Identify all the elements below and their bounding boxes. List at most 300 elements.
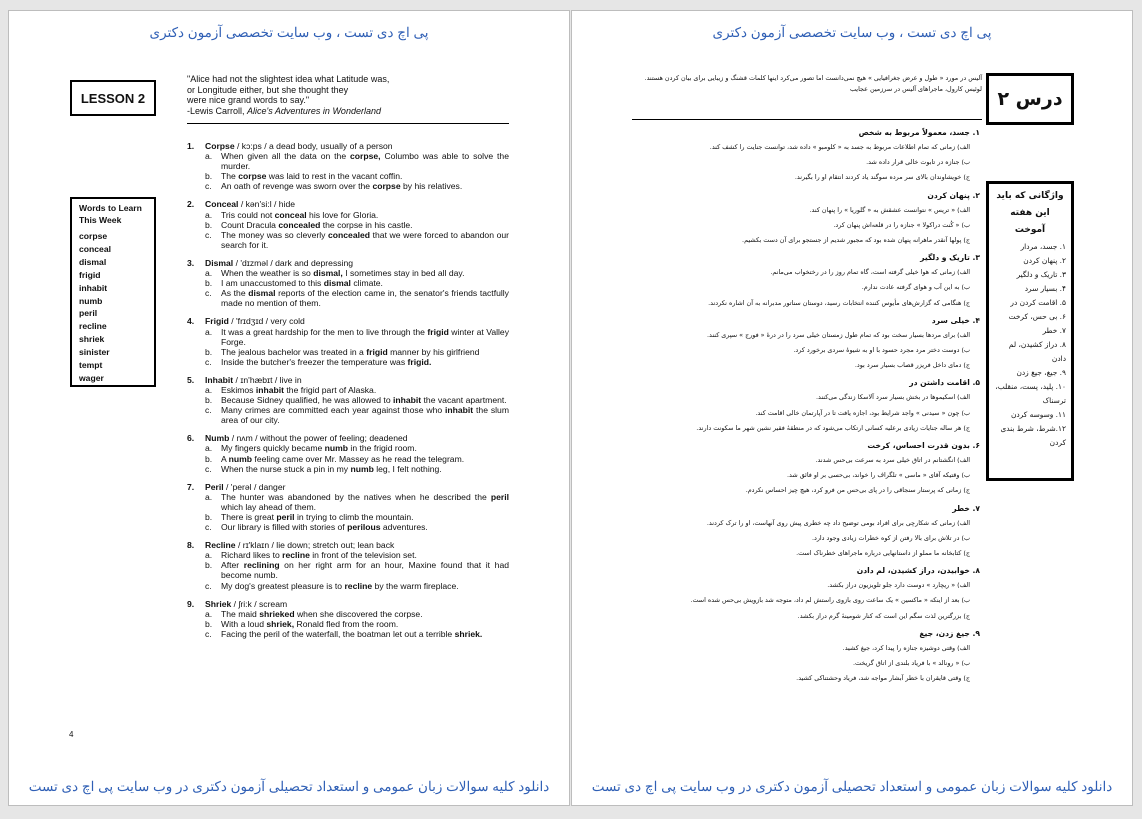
vocab-word: inhabit [255,384,285,395]
sentence-letter: b. [205,395,213,406]
sentence-text [221,443,509,453]
vocab-word: corpse [372,181,401,192]
vocab-entry [630,626,980,687]
entry-heading: ۲. پنهان کردن [927,190,980,200]
example-sentence: الف) برای مردها بسیار سخت بود که تمام طول زمستان خیلی سرد را در درهٔ « فورج » سپری کنند. [706,330,970,339]
sentence-part: when she discovered the corpse. [294,608,423,619]
vocab-word: recline [282,550,310,561]
sentence-text [221,492,509,512]
entry-word: Frigid [205,316,229,327]
page-footer: دانلود کلیه سوالات زبان عمومی و استعداد تحصیلی آزمون دکتری در وب سایت پی اچ دی تست [28,779,550,794]
example-sentence [205,171,509,181]
sentence-letter: b. [205,219,213,230]
example-sentence [205,619,509,629]
sentence-text [221,210,509,220]
sentence-part: reports of the election came in, the senator's friends tactfully made no mention of them. [221,288,509,309]
word-item: ۱. جسد، مردار [1020,242,1066,251]
entry-definition: / ʃri:k / scream [231,598,288,609]
vocab-entry [630,501,980,562]
sentence-part: climate. [350,278,383,289]
entry-definition: / kən'si:l / hide [238,199,296,210]
entry-number: 3. [187,257,195,268]
vocab-word: dismal [248,288,276,299]
lesson-title-box: درس ۲ [986,73,1074,125]
sentence-part: Ronald fled from the room. [294,618,399,629]
example-sentence [205,609,509,619]
vocab-entry [187,375,509,425]
quote-line: or Longitude either, but she thought they [187,84,349,95]
vocab-entry [630,438,980,499]
sentence-letter: b. [205,346,213,357]
entry-heading: ۱. جسد، معمولاً مربوط به شخص [858,128,980,137]
example-sentence: ب) در تلاش برای بالا رفتن از کوه خطرات زیادی وجود دارد. [811,533,970,542]
vocab-word: concealed [328,229,371,240]
entry-heading [187,316,509,326]
word-item: recline [79,321,107,332]
word-item: ۱۰. پلید، پست، منقلب، ترسناک [995,382,1066,405]
sentence-text [221,171,509,181]
entry-definition: / ɪn'hæbɪt / live in [233,374,302,385]
example-sentence: ب) « رونالد » با فریاد بلندی از اتاق گریخت. [853,659,970,668]
entry-word: Dismal [205,257,234,268]
entry-heading [187,199,509,209]
sentence-letter: c. [205,229,212,240]
sentence-part: It was a great hardship for the men to live through the [221,326,428,337]
sentence-letter: c. [205,405,212,416]
example-sentence: ب) چون « سیدنی » واجد شرایط بود، اجازه یافت تا در آپارتمان خالی اقامت کند. [755,408,970,417]
page-footer: دانلود کلیه سوالات زبان عمومی و استعداد تحصیلی آزمون دکتری در وب سایت پی اچ دی تست [591,779,1113,794]
vocab-word: dismal, [313,268,343,279]
sentence-part: manner by his girlfriend [387,346,480,357]
example-sentence: الف) انگشتانم در اتاق خیلی سرد به سرعت بی‌حس شدند. [815,456,970,465]
sentence-text [221,395,509,405]
entry-definition: / 'perəl / danger [223,481,286,492]
vocab-word: numb [324,443,349,454]
sentence-letter: b. [205,453,213,464]
example-sentence: الف) زمانی که هوا خیلی گرفته است، گاه تمام روز را در رختخواب می‌مانم. [770,268,970,277]
vocab-word: corpse, [349,151,381,162]
example-sentence [205,385,509,395]
entry-definition: / nʌm / without the power of feeling; deadened [229,433,408,444]
entry-title [205,540,394,550]
sentence-letter: b. [205,512,213,522]
entry-definition: / kɔ:ps / a dead body, usually of a person [234,141,393,151]
sentence-text [221,357,509,367]
entry-title [205,433,408,443]
example-list [187,210,509,250]
example-sentence [205,395,509,405]
example-list [187,385,509,425]
example-sentence: الف) « ریچارد » دوست دارد جلو تلویزیون دراز بکشد. [827,581,970,590]
quote-author: -Lewis Carroll, [187,105,248,116]
words-box-title: Words to Learn This Week [79,203,142,225]
entry-number: 2. [187,199,195,210]
example-list [187,327,509,367]
example-list [187,268,509,308]
sentence-part: A [221,453,229,464]
sentence-part: feeling came over Mr. Massey as he read the telegram. [252,453,465,464]
entry-title [205,199,295,209]
sentence-part: Columbo was able to solve the murder. [221,151,509,172]
entry-word: Inhabit [205,374,234,385]
sentence-part: With a loud [221,618,267,629]
entry-heading [187,540,509,550]
example-sentence: ب) « کُنت دراکولا » جنازه را در قلعه‌اش پنهان کرد. [833,220,970,229]
example-sentence [205,522,509,532]
example-sentence [205,454,509,464]
example-sentence: الف) « تریس » نتوانست عشقش به « گلوریا » را پنهان کند. [809,205,970,214]
word-item: frigid [79,269,101,280]
entry-number: 9. [187,598,195,609]
sentence-text [221,220,509,230]
sentence-part: in the frigid room. [348,443,417,454]
example-sentence [205,268,509,278]
word-item: peril [79,308,98,319]
sentence-text [221,522,509,532]
sentence-part: As the [221,288,249,299]
entry-word: Corpse [205,141,235,151]
epigraph-quote [630,73,982,94]
entry-heading [187,599,509,609]
sentence-text [221,619,509,629]
sentence-letter: c. [205,288,212,299]
sentence-part: was laid to rest in the vacant coffin. [266,171,403,182]
entry-number: 6. [187,433,195,444]
sentence-part: The [221,171,239,182]
word-item: ۷. خطر [1042,326,1066,335]
entry-heading: ۸. خوابیدن، دراز کشیدن، لم دادن [856,566,980,576]
example-sentence [205,210,509,220]
sentence-text [221,268,509,278]
entry-word: Peril [205,481,224,492]
sentence-letter: c. [205,463,212,474]
word-item: ۴. بسیار سرد [1024,284,1066,293]
words-to-learn-box [986,181,1074,481]
vocab-word: numb [350,463,374,474]
sentence-part: which lay ahead of them. [221,501,317,512]
sentence-part: When given all the data on the [221,151,350,162]
words-list [994,240,1066,450]
sentence-letter: c. [205,356,212,367]
word-item: tempt [79,360,103,371]
example-sentence: ج) کتابخانه ما مملو از داستانهایی درباره ماجراهای خطرناک است. [796,549,970,558]
entry-title [205,482,285,492]
entry-heading: ۷. خطر [952,503,980,513]
entry-definition: / rɪ'klaɪn / lie down; stretch out; lean back [235,540,395,551]
sentence-letter: b. [205,171,213,182]
example-sentence [205,151,509,171]
vocab-word: perilous [347,522,381,533]
example-sentence: ج) پولها آنقدر ماهرانه پنهان شده بود که مجبور شدیم از جستجو برای آن دست بکشیم. [742,236,970,245]
sentence-text [221,278,509,288]
word-item: ۱۲.شرط، شرط بندی کردن [1000,424,1066,447]
example-sentence [205,181,509,191]
sentence-text [221,181,509,191]
word-item: numb [79,295,103,306]
vocab-word: frigid [427,326,449,337]
entry-title [205,599,287,609]
entry-definition: / 'dɪzməl / dark and depressing [233,257,354,268]
vocab-word: shrieked [259,608,295,619]
sentence-text [221,405,509,425]
page-number: 4 [69,730,74,739]
vocab-word: frigid. [407,356,432,367]
quote-attribution: لوئیس کارول، ماجراهای آلیس در سرزمین عجایب [850,84,982,93]
word-item: corpse [79,231,108,241]
example-sentence: الف) اسکیموها در بخش بسیار سرد آلاسکا زندگی می‌کنند. [815,393,970,402]
entry-heading: ۶. بدون قدرت احساس، کرخت [867,441,980,451]
vocab-word: shriek. [454,628,483,639]
sentence-letter: a. [205,443,213,454]
sentence-part: Facing the peril of the waterfall, the boatman let out a terrible [221,628,455,639]
entry-title [205,141,393,151]
example-sentence [205,327,509,347]
vocab-word: peril [276,512,295,522]
sentence-text [221,347,509,357]
entry-title [205,316,305,326]
quote-book: Alice's Adventures in Wonderland [247,105,381,116]
quote-attribution [187,106,517,117]
example-sentence [205,405,509,425]
entry-title [205,375,302,385]
sentence-letter: b. [205,560,213,571]
word-item: ۹. جیغ، جیغ زدن [1016,368,1066,377]
sentence-text [221,151,509,171]
sentence-text [221,288,509,308]
vocab-word: inhabit [445,405,474,416]
entry-heading: ۹. جیغ زدن، جیغ [919,628,980,638]
example-sentence: ب) وقتیکه آقای « ماسی » تلگراف را خواند، بی‌حسی بر او فائق شد. [786,471,970,480]
sentence-letter: c. [205,181,212,192]
sentence-part: When the nurse stuck a pin in my [221,463,351,474]
example-sentence [205,550,509,560]
entry-heading: ۵. اقامت داشتن در [909,378,980,388]
sentence-part: After [221,560,244,571]
vocabulary-entries [630,125,980,688]
vocab-word: conceal [274,209,307,220]
left-page [8,10,570,806]
sentence-text [221,464,509,474]
example-sentence: ب) بعد از اینکه « ماکسین » یک ساعت روی بازوی راستش لم داد، متوجه شد بازویش بی‌حس شده است. [690,596,970,605]
sentence-part: Richard likes to [221,550,283,561]
word-item: sinister [79,347,110,358]
example-sentence [205,443,509,453]
example-sentence [205,492,509,512]
word-item: conceal [79,243,112,254]
entry-heading [187,482,509,492]
vocab-entry [187,540,509,590]
entry-heading [187,433,509,443]
words-to-learn-box [70,197,156,387]
example-sentence [205,278,509,288]
sentence-text [221,550,509,560]
words-list [79,230,147,385]
sentence-part: the vacant apartment. [421,395,507,406]
example-sentence [205,288,509,308]
vocabulary-entries [187,141,509,647]
example-sentence [205,230,509,250]
vocab-entry [630,125,980,186]
sentence-letter: c. [205,580,212,591]
sentence-part: The money was so cleverly [221,229,328,240]
sentence-text [221,609,509,619]
sentence-part: leg, I felt nothing. [373,463,442,474]
example-sentence: ب) دوست دختر مرد مجرد حسود با او به شیوهٔ سردی برخورد کرد. [793,346,970,355]
sentence-part: The jealous bachelor was treated in a [221,346,367,357]
sentence-part: Our library is filled with stories of [221,522,348,533]
vocab-entry [187,599,509,639]
example-sentence: ج) بزرگترین لذت سگم این است که کنار شومینهٔ گرم دراز بکشد. [797,611,970,620]
example-sentence: ج) دمای داخل فریزر قصاب بسیار سرد بود. [854,361,970,370]
example-sentence [205,512,509,522]
page-header: پی اچ دی تست ، وب سایت تخصصی آزمون دکتری [712,25,992,40]
example-sentence: الف) زمانی که تمام اطلاعات مربوط به جسد به « کلومبو » داده شد، توانست جنایت را کشف کند. [709,143,970,151]
sentence-part: in trying to climb the mountain. [294,512,414,522]
word-item: ۱۱. وسوسه کردن [1010,410,1066,419]
sentence-part: winter at Valley Forge. [221,326,509,347]
sentence-part: his love for Gloria. [306,209,379,220]
vocab-word: shriek, [266,618,295,629]
vocab-word: dismal [323,278,351,289]
entry-number: 8. [187,540,195,551]
quote-line: "Alice had not the slightest idea what Latitude was, [187,74,390,84]
word-item: dismal [79,256,107,267]
example-list [187,151,509,191]
entry-heading: ۳. تاریک و دلگیر [920,253,980,263]
sentence-part: My fingers quickly became [221,443,325,454]
right-page [571,10,1133,806]
entry-word: Shriek [205,598,232,609]
vocab-entry [187,199,509,249]
sentence-part: My dog's greatest pleasure is to [221,580,345,591]
sentence-text [221,512,509,522]
vocab-word: numb [228,453,253,464]
sentence-part: When the weather is so [221,268,314,279]
example-sentence: ج) وقتی قایقران با خطر آبشار مواجه شد، فریاد وحشتناکی کشید. [796,674,970,683]
sentence-part: Eskimos [221,384,256,395]
sentence-part: that we were forced to abandon our search for it. [221,229,509,250]
sentence-letter: b. [205,618,213,629]
vocab-entry [630,563,980,624]
word-item: ۸. دراز کشیدن، لم دادن [1008,340,1066,363]
sentence-part: by his relatives. [400,181,463,192]
vocab-word: recline [344,580,373,591]
sentence-letter: a. [205,268,213,279]
quote-text: آلیس در مورد « طول و عرض جغرافیایی » هیچ نمی‌دانست اما تصور می‌کرد اینها کلمات قشنگ و زیبایی برای بیان کردن هستند. [644,74,982,82]
word-item: ۲. پنهان کردن [1023,256,1066,265]
sentence-text [221,230,509,250]
entry-heading [187,375,509,385]
vocab-word: corpse [238,171,267,182]
sentence-part: An oath of revenge was sworn over the [221,181,373,192]
vocab-word: peril [490,491,509,502]
sentence-part: Count Dracula [221,219,279,230]
example-sentence: ج) خویشاوندان بالای سر مرده سوگند یاد کردند انتقام او را بگیرند. [794,173,970,182]
entry-word: Recline [205,540,236,551]
quote-line: were nice grand words to say." [187,95,310,105]
entry-heading [187,141,509,151]
example-list [187,492,509,532]
vocab-entry [187,482,509,532]
entry-title [205,258,353,268]
word-item: inhabit [79,282,108,293]
example-sentence: ب) جنازه در تابوت خالی قرار داده شد. [866,158,970,167]
sentence-letter: b. [205,278,213,289]
sentence-letter: c. [205,628,212,639]
vocab-entry [187,141,509,191]
vocab-entry [630,313,980,374]
example-sentence: الف) زمانی که شکارچی برای افراد بومی توضیح داد چه خطری پیش روی آنهاست، او را ترک کردند. [706,518,970,527]
example-list [187,550,509,590]
divider [632,119,982,120]
vocab-word: reclining [243,560,280,571]
sentence-part: the corpse in his castle. [320,219,413,230]
example-list [187,609,509,639]
example-sentence: ج) هر ساله جنایات زیادی برعلیه کسانی ارتکاب می‌شود که در منطقهٔ فقیر نشین شهر ما سکونت دارند. [696,423,970,432]
sentence-part: in front of the television set. [309,550,417,561]
entry-number: 5. [187,374,195,385]
vocab-entry [630,250,980,311]
sentence-letter: a. [205,491,213,502]
sentence-part: The hunter was abandoned by the natives when he described the [221,491,491,502]
entry-definition: / 'frɪdʒɪd / very cold [228,316,305,327]
sentence-part: the frigid part of Alaska. [284,384,377,395]
sentence-part: I am unaccustomed to this [221,278,324,289]
word-item: wager [79,372,104,383]
example-list [187,443,509,473]
vocab-entry [187,433,509,473]
sentence-text [221,385,509,395]
entry-word: Numb [205,433,230,444]
sentence-part: on her right arm for an hour, Maxine found that it had become numb. [221,560,509,581]
entry-number: 4. [187,316,195,327]
example-sentence [205,220,509,230]
sentence-text [221,629,509,639]
sentence-letter: a. [205,209,213,220]
sentence-part: Because Sidney qualified, he was allowed to [221,395,393,406]
sentence-text [221,327,509,347]
word-item: ۵. اقامت کردن در [1010,298,1066,307]
page-header: پی اچ دی تست ، وب سایت تخصصی آزمون دکتری [149,25,429,40]
divider [187,123,509,124]
vocab-word: concealed [278,219,321,230]
sentence-text [221,581,509,591]
example-sentence: ج) زمانی که پرستار سنجاقی را در پای بی‌حس من فرو کرد، هیچ چیز احساس نکردم. [745,486,970,495]
entry-word: Conceal [205,199,239,210]
example-sentence [205,357,509,367]
sentence-letter: a. [205,384,213,395]
sentence-part: Tris could not [221,209,275,220]
example-sentence [205,629,509,639]
sentence-letter: a. [205,326,213,337]
sentence-letter: a. [205,151,213,162]
vocab-entry [630,375,980,436]
word-item: ۳. تاریک و دلگیر [1016,270,1066,279]
entry-number: 7. [187,481,195,492]
word-item: shriek [79,334,105,345]
sentence-part: adventures. [380,522,428,533]
example-sentence: ج) هنگامی که گزارش‌های مأیوس کننده انتخابات رسید، دوستان سناتور مدبرانه به آن اشاره نکردند. [708,298,970,307]
entry-heading: ۴. خیلی سرد [931,315,980,325]
example-sentence [205,464,509,474]
sentence-text [221,454,509,464]
sentence-part: the slum area of our city. [221,405,509,426]
sentence-part: by the warm fireplace. [372,580,459,591]
sentence-text [221,560,509,580]
vocab-entry [187,316,509,366]
vocab-entry [187,258,509,308]
example-sentence [205,347,509,357]
